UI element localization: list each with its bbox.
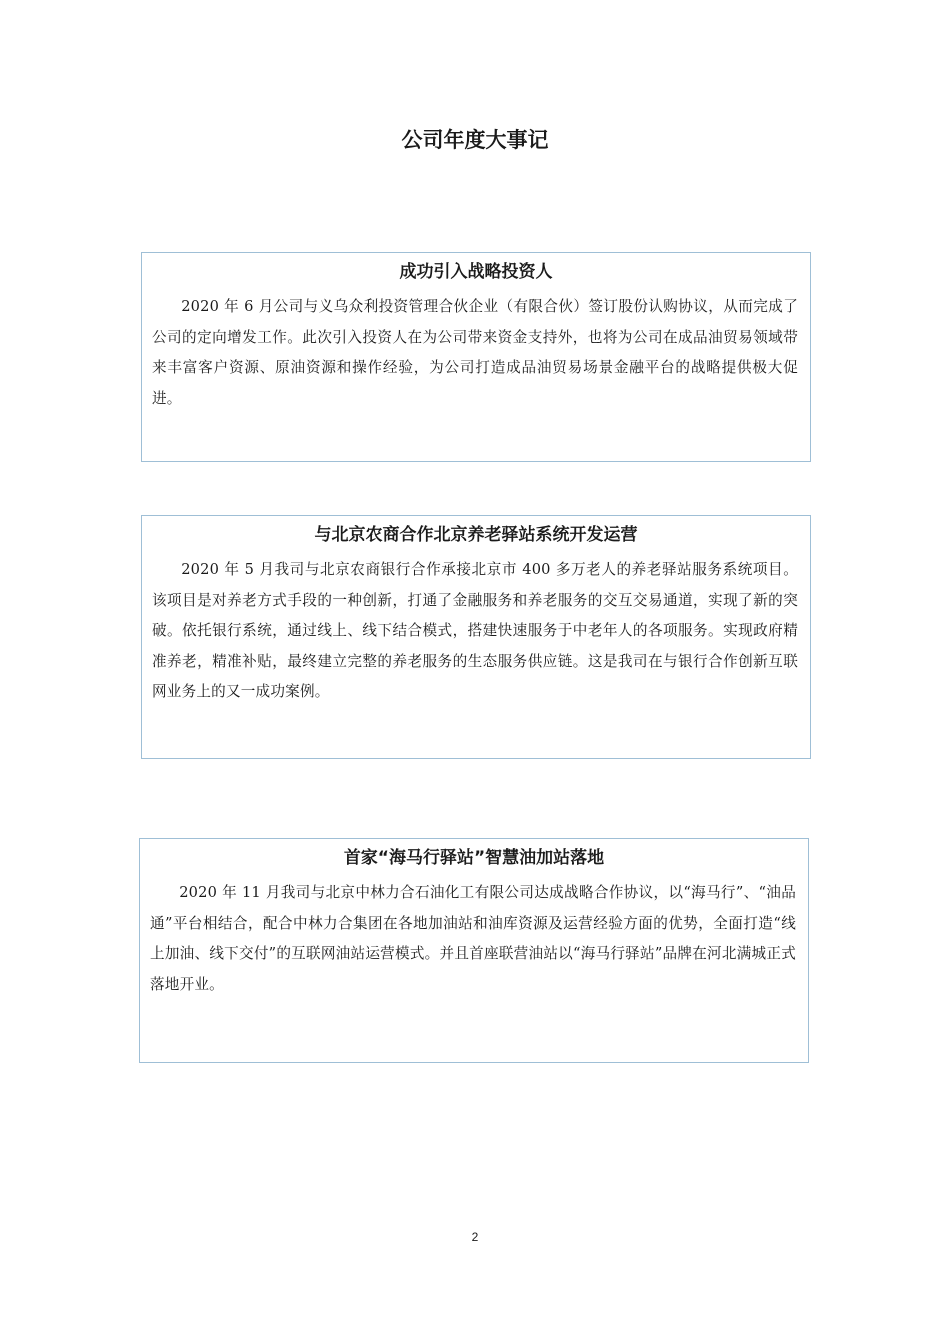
page-number: 2 bbox=[471, 1230, 479, 1244]
event-body: 2020 年 5 月我司与北京农商银行合作承接北京市 400 多万老人的养老驿站服务系统项目。该项目是对养老方式手段的一种创新，打通了金融服务和养老服务的交互交易通道，实现了新的突破。依托银行系统，通过线上、线下结合模式，搭建快速服务于中老年人的各项服务。实现政府精准养老，精准补贴，最终建立完整的养老服务的生态服务供应链。这是我司在与银行合作创新互联网业务上的又一成功案例。 bbox=[152, 561, 798, 700]
event-body: 2020 年 11 月我司与北京中林力合石油化工有限公司达成战略合作协议，以“海马行”、“油品通”平台相结合，配合中林力合集团在各地加油站和油库资源及运营经验方面的优势，全面打造“线上加油、线下交付”的互联网油站运营模式。并且首座联营油站以“海马行驿站”品牌在河北满城正式落地开业。 bbox=[150, 884, 796, 993]
event-box-smart-gas-station bbox=[139, 838, 809, 1063]
event-title: 首家“海马行驿站”智慧油加站落地 bbox=[343, 848, 605, 868]
event-body: 2020 年 6 月公司与义乌众利投资管理合伙企业（有限合伙）签订股份认购协议，从而完成了公司的定向增发工作。此次引入投资人在为公司带来资金支持外，也将为公司在成品油贸易领域带来丰富客户资源、原油资源和操作经验，为公司打造成品油贸易场景金融平台的战略提供极大促进。 bbox=[152, 298, 798, 407]
event-box-elderly-care-station bbox=[141, 515, 811, 759]
event-title: 与北京农商合作北京养老驿站系统开发运营 bbox=[314, 525, 638, 545]
page-title: 公司年度大事记 bbox=[401, 128, 549, 152]
event-title: 成功引入战略投资人 bbox=[399, 262, 553, 282]
event-box-strategic-investor bbox=[141, 252, 811, 462]
